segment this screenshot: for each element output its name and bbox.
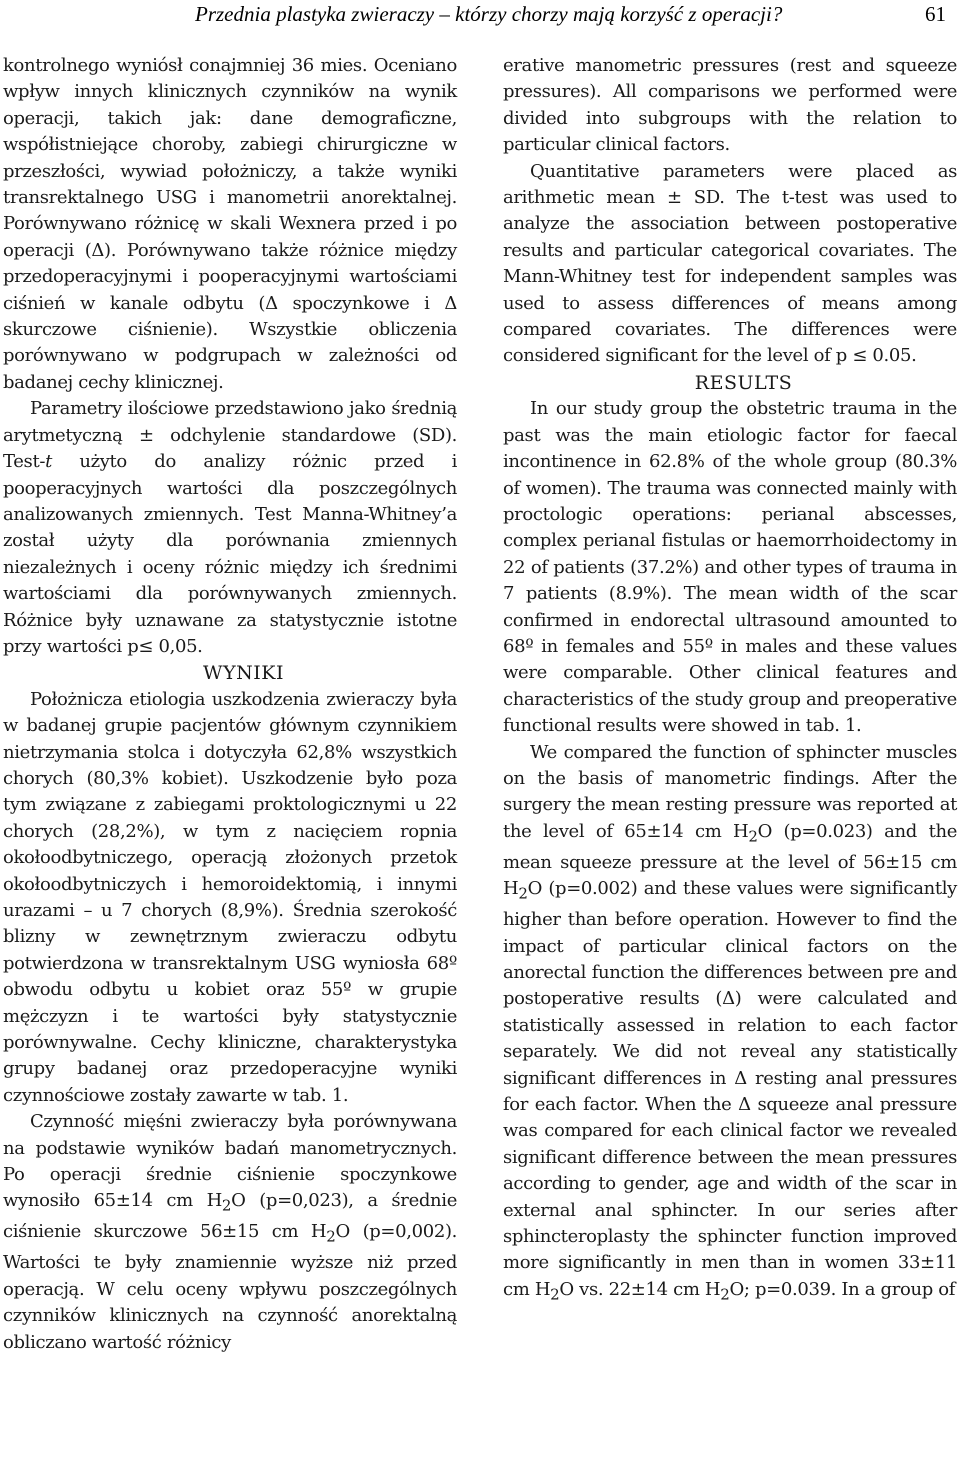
section-heading-wyniki: WYNIKI (203, 662, 284, 685)
paragraph-methods-continued-en: erative manometric pressures (rest and squeeze pressures). All comparisons we performed were divided into subgroups with the relation to particular clinical factors. (503, 55, 957, 156)
paragraph-results-etiology: Położnicza etiologia uszkodzenia zwieraczy była w badanej grupie pacjentów głównym czynnikiem nietrzymania stolca i dotyczyła 62,8% wszystkich chorych (80,3% kobiet). Uszkodzenie było poza tym związane z zabiegami proktologicznymi u 22 chorych (28,2%), w tym z nacięciem ropnia okołoodbytniczego, operacją złożonych przetok okołoodbytniczych i hemoroidektomią, i innymi urazami – u 7 chorych (8,9%). Średnia szerokość blizny w zewnętrznym zwieraczu odbytu potwierdzona w transrektalnym USG wyniosła 68º obwodu odbytu u kobiet oraz 55º w grupie mężczyzn i te wartości były statystycznie porównywalne. Cechy kliniczne, charakterystyka grupy badanej oraz przedoperacyjne wyniki czynnościowe zostały zawarte w tab. 1. (3, 688, 457, 1106)
delta-symbol: Δ (734, 1067, 747, 1089)
section-heading-results: RESULTS (694, 371, 793, 394)
running-title: Przednia plastyka zwieraczy – którzy chorzy mają korzyść z operacji? (195, 2, 783, 26)
delta-symbol: Δ (722, 988, 735, 1010)
running-header (0, 0, 960, 40)
page-number: 61 (925, 2, 946, 26)
delta-symbol: Δ (265, 292, 278, 314)
delta-symbol: Δ (444, 292, 457, 314)
left-column (3, 53, 457, 1356)
delta-symbol: Δ (738, 1094, 751, 1116)
paragraph-methods-continued: kontrolnego wyniósł conajmniej 36 mies. Oceniano wpływ innych klinicznych czynników na wynik operacji, takich jak: dane demograficzne, współistniejące choroby, zabiegi chirurgiczne w przeszłości, wywiad położniczy, a także wyniki transrektalnego USG i manometrii anorektalnej. Porównywano różnicę w skali Wexnera przed i po operacji (Δ). Porównywano także różnice między przedoperacyjnymi i pooperacyjnymi wartościami ciśnień w kanale odbytu (Δ spoczynkowe i Δ skurczowe ciśnienie). Wszystkie obliczenia porównywano w podgrupach w zależności od badanej cechy klinicznej. (3, 55, 457, 393)
paragraph-results-etiology-en: In our study group the obstetric trauma in the past was the main etiologic factor for faecal incontinence in 62.8% of the whole group (80.3% of women). The trauma was connected mainly with proctologic operations: perianal abscesses, complex perianal fistulas or haemorrhoidectomy in 22 of patients (37.2%) and other types of trauma in 7 patients (8.9%). The mean width of the scar confirmed in endorectal ultrasound amounted to 68º in females and 55º in males and these values were comparable. Other clinical features and characteristics of the study group and preoperative functional results were showed in tab. 1. (503, 398, 957, 737)
paragraph-statistics-en: Quantitative parameters were placed as arithmetic mean ± SD. The t-test was used to analyze the association between postoperative results and particular categorical covariates. The Mann-Whitney test for independent samples was used to assess differences of means among compared covariates. The differences were considered significant for the level of p ≤ 0.05. (503, 160, 957, 367)
paragraph-results-manometry-en: We compared the function of sphincter muscles on the basis of manometric findings. After the surgery the mean resting pressure was reported at the level of 65±14 cm $H_2O$ (p=0.023) and the mean squeeze pressure at the level of 56±15 cm $H_2O$ (p=0.002) and these values were significantly higher than before operation. However to find the impact of particular clinical factors on the anorectal function the differences between pre and postoperative results (Δ) were calculated and statistically assessed in relation to each factor separately. We did not reveal any statistically significant differences in Δ resting anal pressures for each factor. When the Δ squeeze anal pressure was compared for each clinical factor we revealed significant difference between the mean pressures according to gender, age and width of the scar in external anal sphincter. In our series after sphincteroplasty the sphincter function improved more significantly in men than in women 33±11 cm $H_2O$ vs. 22±14 cm $H_2O$; p=0.039. In a group of (503, 741, 957, 1304)
paragraph-statistics: Parametry ilościowe przedstawiono jako średnią arytmetyczną ± odchylenie standardowe (SD). Test-t użyto do analizy różnic przed i pooperacyjnych wartości dla poszczególnych analizowanych zmiennych. Test Manna-Whitney’a został użyty dla porównania zmiennych niezależnych i oceny różnic między ich średnimi wartościami dla porównywanych zmiennych. Różnice były uznawane za statystycznie istotne przy wartości p≤ 0,05. (3, 398, 457, 657)
delta-symbol: Δ (91, 239, 105, 261)
paragraph-results-manometry: Czynność mięśni zwieraczy była porównywana na podstawie wyników badań manometrycznych. Po operacji średnie ciśnienie spoczynkowe wynosiło 65±14 cm $H_2O$ (p=0,023), a średnie ciśnienie skurczowe 56±15 cm $H_2O$ (p=0,002). Wartości te były znamiennie wyższe niż przed operacją. W celu oceny wpływu poszczególnych czynników klinicznych na czynność anorektalną obliczano wartość różnicy (3, 1111, 457, 1353)
right-column (503, 53, 957, 1308)
